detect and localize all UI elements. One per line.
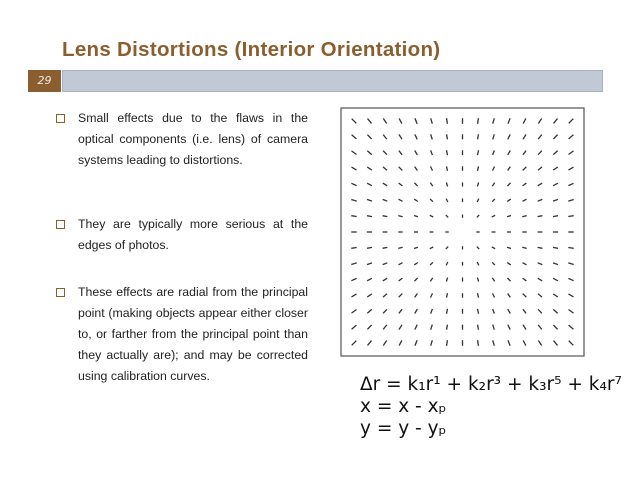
bullet-item xyxy=(56,214,308,256)
bullet-text: Small effects due to the flaws in the optical components (i.e. lens) of camera systems leading to distortions. xyxy=(78,111,308,167)
distortion-vector xyxy=(478,118,479,124)
distortion-formula xyxy=(360,374,622,440)
figure-frame xyxy=(341,108,584,356)
distortion-vector xyxy=(553,247,558,248)
distortion-vector xyxy=(568,248,573,249)
square-bullet-icon xyxy=(56,288,65,297)
distortion-vector xyxy=(351,248,356,249)
slide-title: Lens Distortions (Interior Orientation) xyxy=(62,38,441,61)
distortion-vector xyxy=(383,247,388,248)
distortion-vector xyxy=(367,247,372,248)
distortion-vector xyxy=(538,247,543,248)
distortion-vector xyxy=(478,340,479,346)
bullet-text: These effects are radial from the principal point (making objects appear either closer to, or farther from the principal point than they actually are); and may be corrected using calibration curves. xyxy=(78,285,308,383)
bullet-item xyxy=(56,282,308,387)
bullet-text: They are typically more serious at the edges of photos. xyxy=(78,217,308,252)
distortion-vector xyxy=(383,216,388,217)
square-bullet-icon xyxy=(56,114,65,123)
slide-number: 29 xyxy=(28,70,61,92)
formula-line-1: Δr = k₁r¹ + k₂r³ + k₃r⁵ + k₄r⁷ xyxy=(360,374,622,395)
distortion-vector xyxy=(447,340,448,346)
distortion-vector xyxy=(568,216,573,217)
distortion-vector xyxy=(447,134,448,139)
square-bullet-icon xyxy=(56,220,65,229)
distortion-vector xyxy=(447,118,448,124)
distortion-vector xyxy=(351,216,356,217)
distortion-vector xyxy=(367,216,372,217)
radial-distortion-vector-field xyxy=(340,107,585,357)
formula-line-3: y = y - yₚ xyxy=(360,418,447,439)
formula-line-2: x = x - xₚ xyxy=(360,396,447,417)
distortion-vector xyxy=(553,216,558,217)
bullet-item xyxy=(56,108,308,171)
title-rule-bar xyxy=(62,70,603,92)
distortion-vector xyxy=(538,216,543,217)
distortion-vector xyxy=(478,134,479,139)
distortion-vector xyxy=(478,325,479,330)
distortion-vector xyxy=(447,325,448,330)
